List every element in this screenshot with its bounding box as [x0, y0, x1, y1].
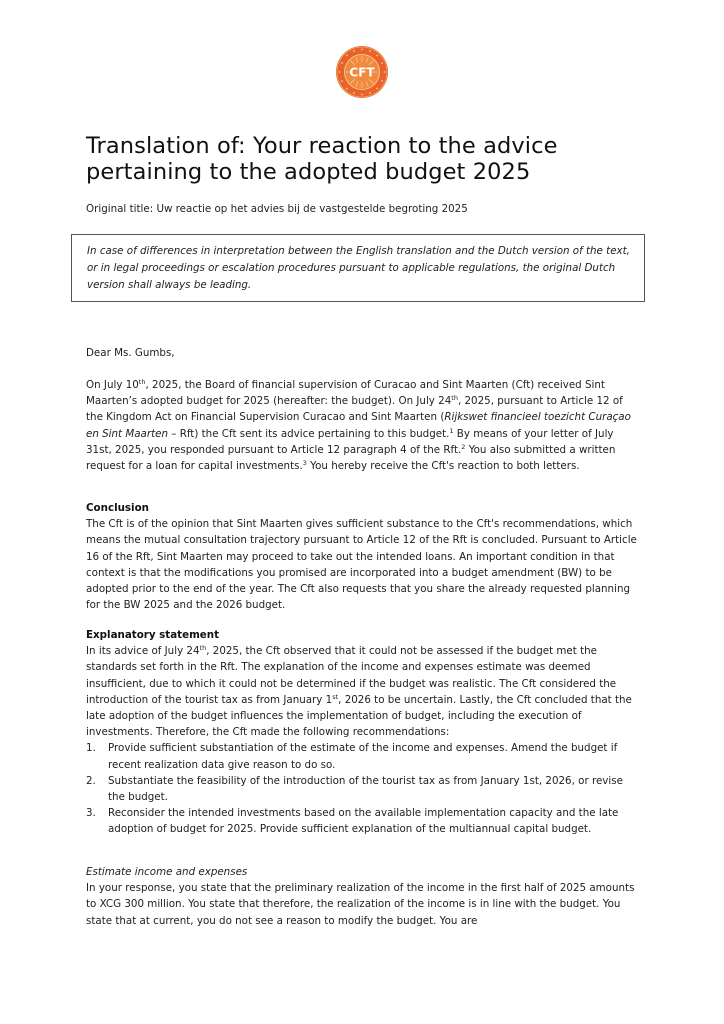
footnote-ref-3[interactable]: 3 — [302, 459, 307, 468]
recommendation-text: Substantiate the feasibility of the introduction of the tourist tax as from January 1st, 2026, or revise the budget. — [108, 774, 623, 804]
ordinal-suffix: st — [332, 692, 339, 701]
title-line-1: Translation of: Your reaction to the advice — [86, 133, 558, 159]
conclusion-text: The Cft is of the opinion that Sint Maarten gives sufficient substance to the Cft's recommendations, which means the mutual consultation trajectory pursuant to Article 12 of the Rft is concluded. Pursuant to Article 16 of the Rft, Sint Maarten may proceed to take out the intended loans. An important condition in that context is that the modifications you promised are incorporated into a budget amendment (BW) to be adopted prior to the end of the year. The Cft also requests that you share the already requested planning for the BW 2025 and the 2026 budget. — [86, 518, 637, 612]
recommendation-item — [86, 773, 642, 805]
svg-text:CFT: CFT — [349, 65, 375, 80]
explanatory-heading: Explanatory statement — [86, 629, 220, 641]
title-line-2: pertaining to the adopted budget 2025 — [86, 159, 531, 185]
original-title: Original title: Uw reactie op het advies bij de vastgestelde begroting 2025 — [86, 203, 468, 215]
estimate-text: In your response, you state that the preliminary realization of the income in the first half of 2025 amounts to XCG 300 million. You state that therefore, the realization of the income is in line with the budget. You state that at current, you do not see a reason to modify the budget. You are — [86, 882, 635, 927]
intro-text: By means of your letter of July 31st, 2025, you responded pursuant to Article 12 paragraph 4 of the Rft. — [86, 427, 614, 456]
page-title — [86, 133, 646, 185]
conclusion-section — [86, 500, 642, 613]
explanatory-section — [86, 627, 642, 838]
recommendation-item — [86, 740, 642, 772]
recommendation-text: Reconsider the intended investments based on the available implementation capacity and the late adoption of budget for 2025. Provide sufficient explanation of the multiannual capital budget. — [108, 807, 619, 836]
intro-paragraph — [86, 377, 642, 474]
salutation-text: Dear Ms. Gumbs, — [86, 347, 175, 359]
footnote-ref-2[interactable]: 2 — [461, 442, 466, 451]
estimate-heading: Estimate income and expenses — [86, 866, 248, 878]
list-number: 2. — [86, 774, 96, 787]
ordinal-suffix: th — [451, 394, 458, 403]
list-number: 3. — [86, 807, 96, 820]
translation-disclaimer-box: In case of differences in interpretation between the English translation and the Dutch version of the text, or in legal proceedings or escalation procedures pursuant to applicable regulations, the original Dutch version shall always be leading. — [71, 234, 645, 302]
footnote-ref-1[interactable]: 1 — [449, 426, 454, 435]
list-number: 1. — [86, 742, 96, 755]
intro-text: You also submitted a written request for a loan for capital investments. — [86, 443, 616, 473]
recommendation-text: Provide sufficient substantiation of the estimate of the income and expenses. Amend the budget if recent realization data give reason to do so. — [108, 742, 618, 771]
cft-logo-icon — [335, 45, 389, 99]
salutation — [86, 345, 642, 361]
ordinal-suffix: th — [138, 378, 146, 386]
intro-text: On July 10 — [86, 379, 139, 391]
rft-dutch-name: Rijkswet financieel toezicht Curaçao en Sint Maarten — [86, 411, 631, 440]
recommendation-item — [86, 805, 642, 837]
intro-text: – Rft) the Cft sent its advice pertaining to this budget. — [168, 427, 450, 440]
intro-text: , 2025, the Board of financial supervision of Curacao and Sint Maarten (Cft) received Sint Maarten’s adopted budget for 2025 (hereafter: the budget). On July 24 — [86, 379, 605, 408]
intro-text: , 2025, pursuant to Article 12 of the Kingdom Act on Financial Supervision Curacao and Sint Maarten ( — [86, 395, 623, 424]
cft-logo — [335, 45, 389, 99]
ordinal-suffix: th — [199, 644, 207, 653]
explanatory-text: In its advice of July 24th, 2025, the Cft observed that it could not be assessed if the budget met the standards set forth in the Rft. The explanation of the income and expenses estimate was deemed insufficient, due to which it could not be determined if the budget was realistic. The Cft considered the introduction of the tourist tax as from January 1st, 2026 to be uncertain. Lastly, the Cft concluded that the late adoption of the budget influences the implementation of budget, including the execution of investments. Therefore, the Cft made the following recommendations: — [86, 644, 632, 739]
intro-text: You hereby receive the Cft's reaction to both letters. — [306, 460, 580, 473]
conclusion-heading: Conclusion — [86, 502, 149, 514]
estimate-section — [86, 864, 642, 929]
recommendations-list — [86, 740, 642, 837]
